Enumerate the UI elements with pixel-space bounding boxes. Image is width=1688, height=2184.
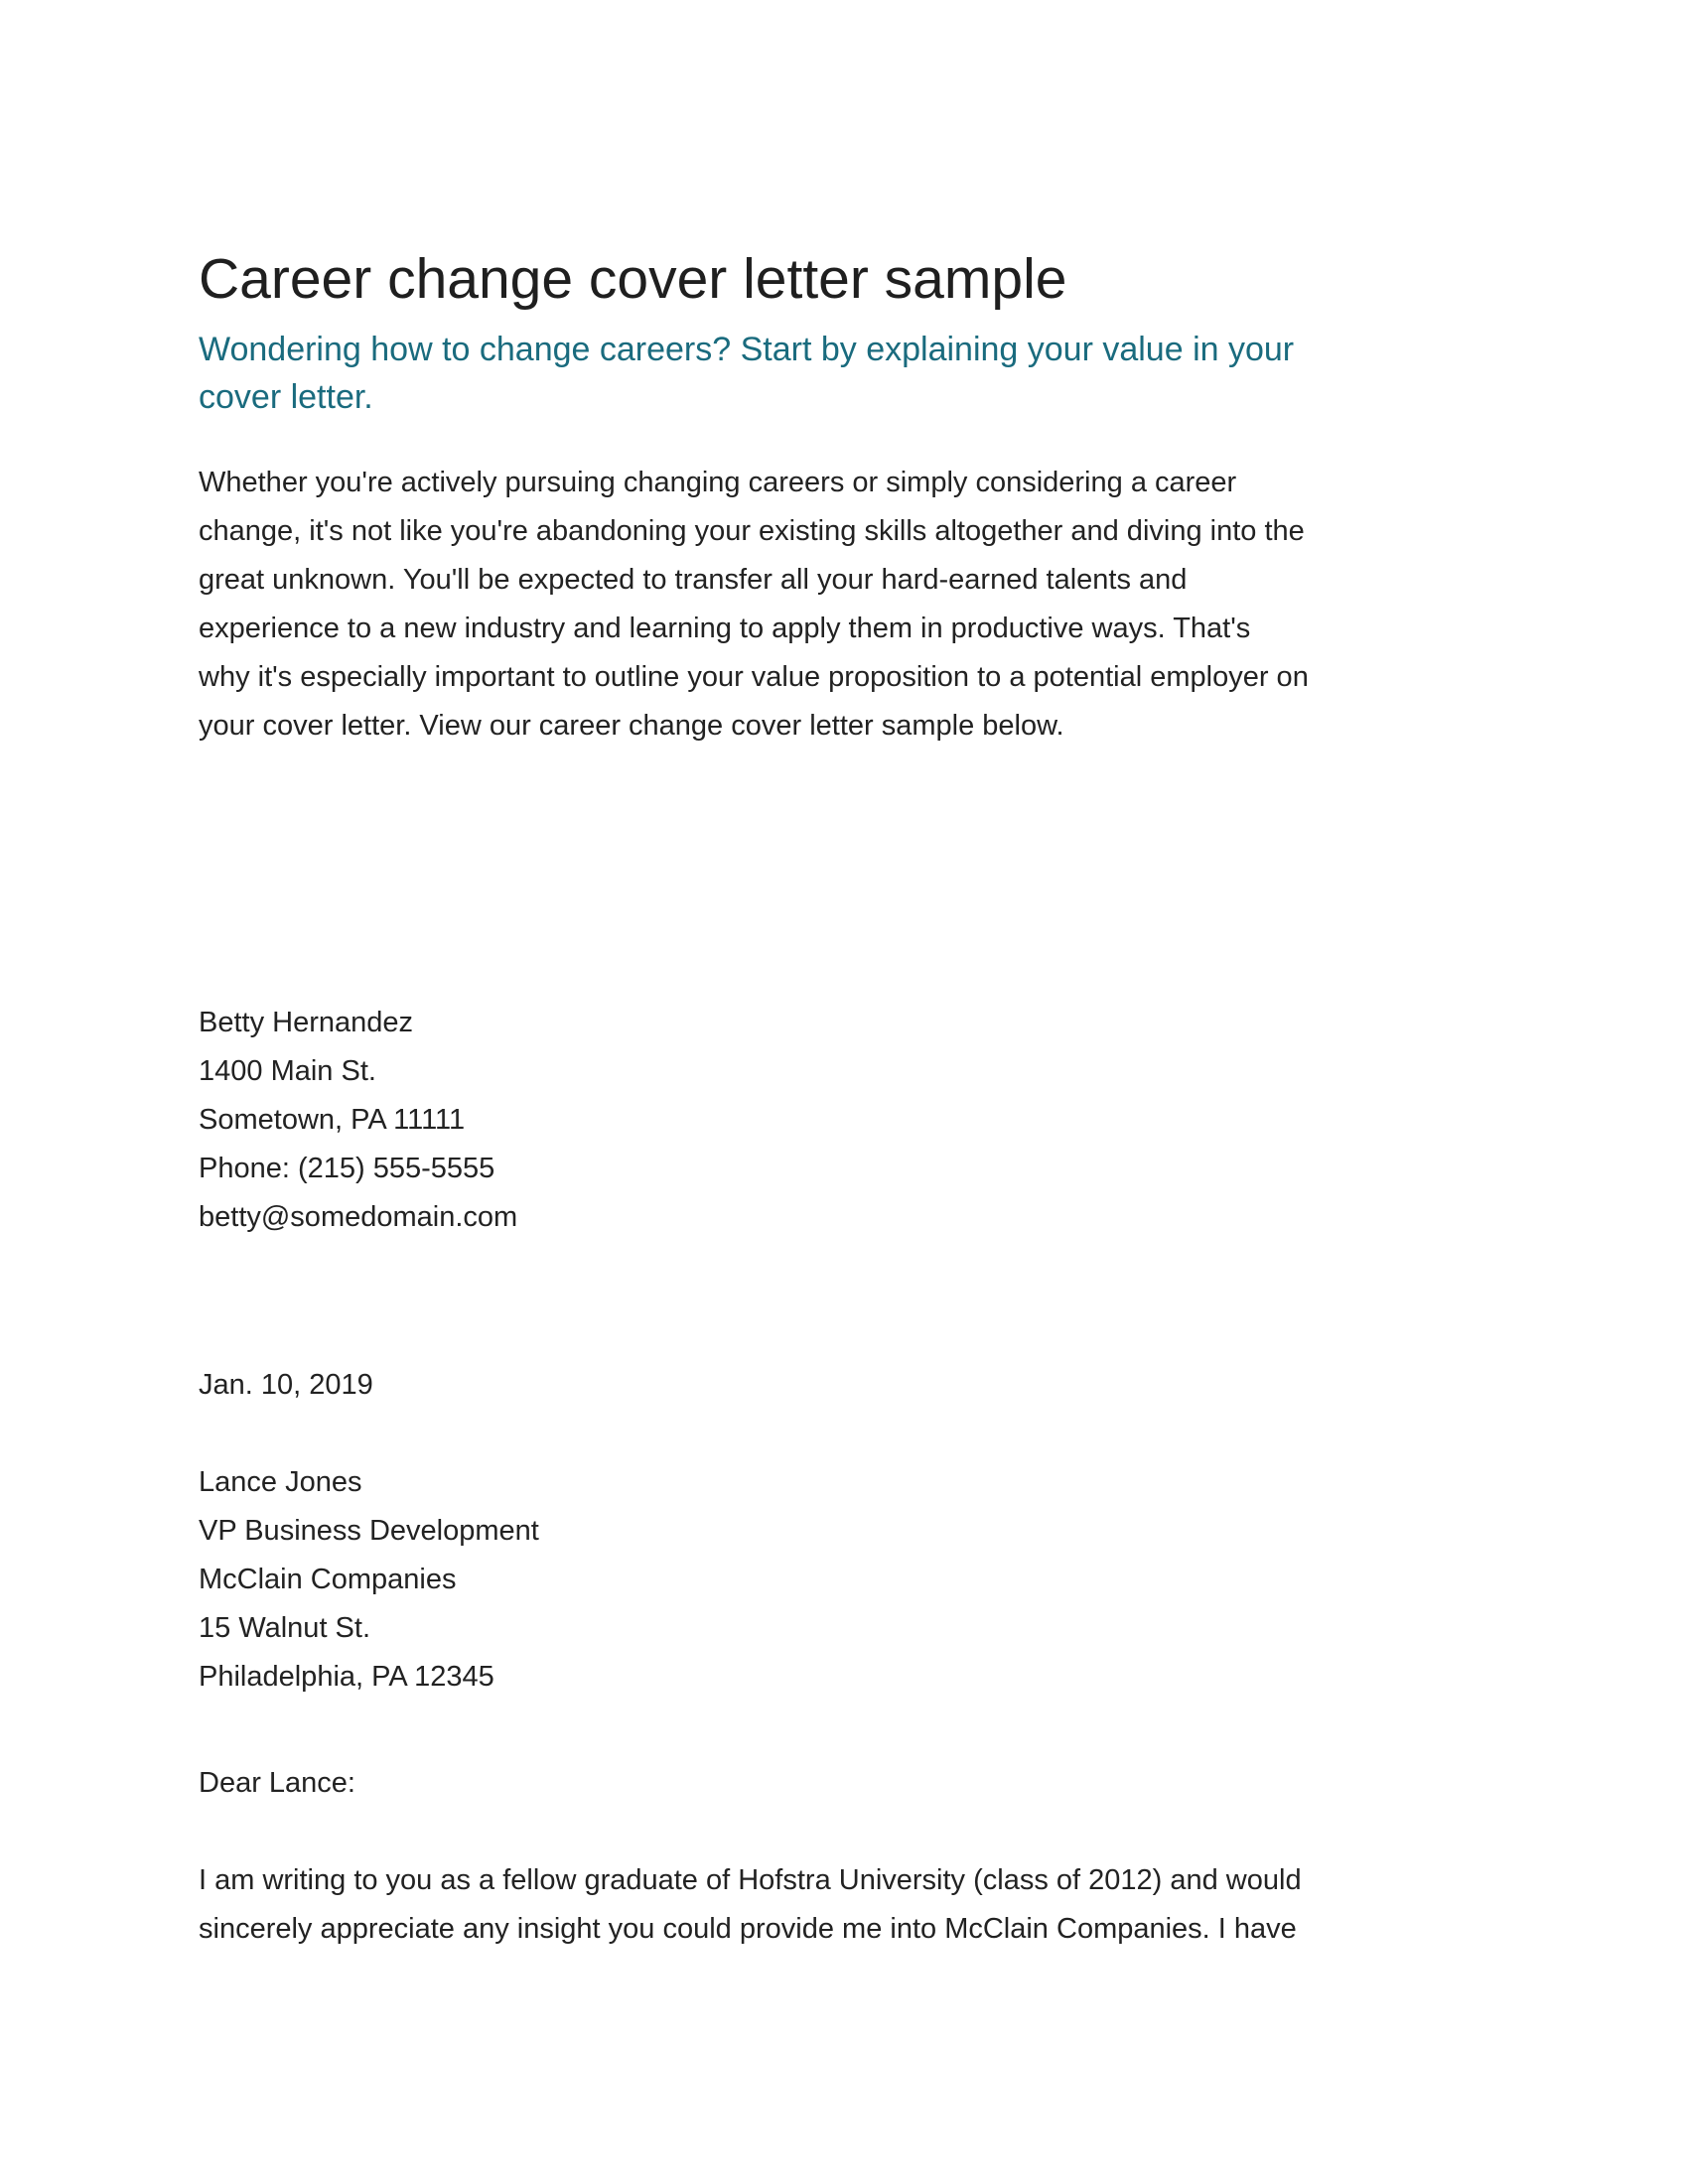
recipient-address-block (199, 1458, 1489, 1702)
sender-address-block (199, 999, 1489, 1242)
recipient-job-title: VP Business Development (199, 1515, 539, 1547)
recipient-company: McClain Companies (199, 1564, 457, 1595)
sender-city-state-zip: Sometown, PA 11111 (199, 1104, 466, 1136)
letter-body-paragraph (199, 1856, 1489, 1954)
intro-paragraph-line: your cover letter. View our career change cover letter sample below. (199, 710, 1064, 742)
letter-body-line: I am writing to you as a fellow graduate of Hofstra University (class of 2012) and would (199, 1864, 1302, 1896)
sender-email: betty@somedomain.com (199, 1201, 518, 1233)
subtitle-line: Wondering how to change careers? Start by explaining your value in your (199, 331, 1295, 368)
recipient-street: 15 Walnut St. (199, 1612, 371, 1644)
letter-body-line: sincerely appreciate any insight you could provide me into McClain Companies. I have (199, 1913, 1297, 1945)
intro-paragraph (199, 459, 1489, 751)
intro-paragraph-line: great unknown. You'll be expected to transfer all your hard-earned talents and (199, 564, 1188, 596)
sender-street: 1400 Main St. (199, 1055, 376, 1087)
sender-name: Betty Hernandez (199, 1007, 414, 1038)
recipient-city-state-zip: Philadelphia, PA 12345 (199, 1661, 494, 1693)
intro-paragraph-line: experience to a new industry and learning to apply them in productive ways. That's (199, 613, 1251, 644)
intro-paragraph-line: why it's especially important to outline your value proposition to a potential employer on (199, 661, 1309, 693)
letter-date-block (199, 1361, 1489, 1410)
page-title: Career change cover letter sample (199, 247, 1067, 311)
recipient-name: Lance Jones (199, 1466, 362, 1498)
subtitle-line: cover letter. (199, 378, 373, 416)
intro-paragraph-line: change, it's not like you're abandoning your existing skills altogether and diving into the (199, 515, 1305, 547)
sender-phone: Phone: (215) 555-5555 (199, 1153, 495, 1184)
salutation-block (199, 1759, 1489, 1808)
intro-paragraph-line: Whether you're actively pursuing changing careers or simply considering a career (199, 467, 1237, 498)
page-subtitle (199, 326, 1489, 421)
salutation: Dear Lance: (199, 1767, 355, 1799)
letter-date: Jan. 10, 2019 (199, 1369, 373, 1401)
